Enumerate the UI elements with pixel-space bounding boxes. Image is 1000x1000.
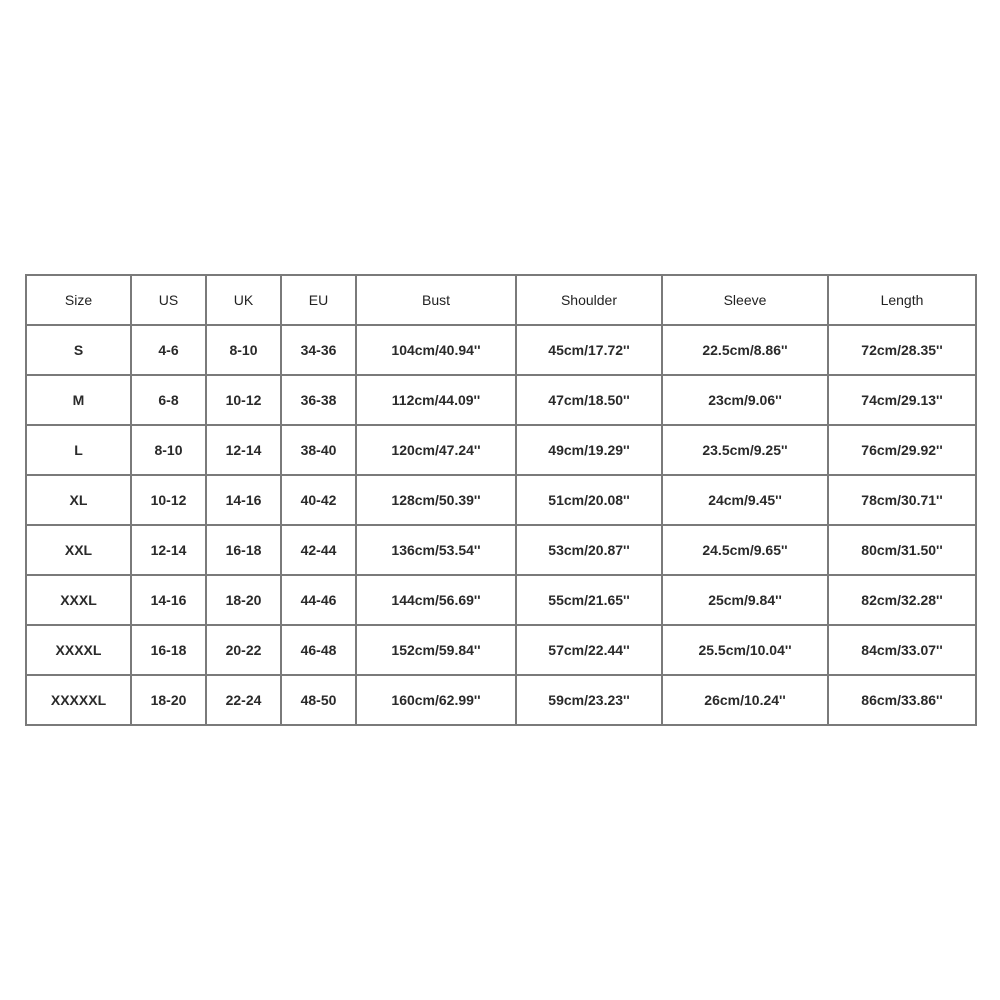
cell-sleeve: 22.5cm/8.86'' xyxy=(662,325,828,375)
table-row xyxy=(26,625,976,675)
table-row xyxy=(26,475,976,525)
cell-sleeve: 25.5cm/10.04'' xyxy=(662,625,828,675)
cell-length: 86cm/33.86'' xyxy=(828,675,976,725)
cell-uk: 12-14 xyxy=(206,425,281,475)
cell-us: 18-20 xyxy=(131,675,206,725)
cell-uk: 8-10 xyxy=(206,325,281,375)
cell-size: S xyxy=(26,325,131,375)
cell-size: XXXL xyxy=(26,575,131,625)
cell-length: 84cm/33.07'' xyxy=(828,625,976,675)
cell-sleeve: 25cm/9.84'' xyxy=(662,575,828,625)
cell-shoulder: 55cm/21.65'' xyxy=(516,575,662,625)
column-header-eu: EU xyxy=(281,275,356,325)
table-row xyxy=(26,425,976,475)
cell-uk: 22-24 xyxy=(206,675,281,725)
cell-sleeve: 23.5cm/9.25'' xyxy=(662,425,828,475)
cell-eu: 40-42 xyxy=(281,475,356,525)
cell-length: 78cm/30.71'' xyxy=(828,475,976,525)
column-header-sleeve: Sleeve xyxy=(662,275,828,325)
column-header-size: Size xyxy=(26,275,131,325)
cell-us: 6-8 xyxy=(131,375,206,425)
cell-eu: 44-46 xyxy=(281,575,356,625)
column-header-shoulder: Shoulder xyxy=(516,275,662,325)
cell-uk: 16-18 xyxy=(206,525,281,575)
cell-shoulder: 53cm/20.87'' xyxy=(516,525,662,575)
cell-sleeve: 23cm/9.06'' xyxy=(662,375,828,425)
cell-us: 4-6 xyxy=(131,325,206,375)
cell-size: XXXXXL xyxy=(26,675,131,725)
table-row xyxy=(26,375,976,425)
table-row xyxy=(26,525,976,575)
cell-length: 72cm/28.35'' xyxy=(828,325,976,375)
cell-length: 82cm/32.28'' xyxy=(828,575,976,625)
cell-uk: 20-22 xyxy=(206,625,281,675)
cell-eu: 38-40 xyxy=(281,425,356,475)
cell-uk: 10-12 xyxy=(206,375,281,425)
cell-size: M xyxy=(26,375,131,425)
column-header-length: Length xyxy=(828,275,976,325)
cell-us: 8-10 xyxy=(131,425,206,475)
cell-bust: 144cm/56.69'' xyxy=(356,575,516,625)
cell-shoulder: 57cm/22.44'' xyxy=(516,625,662,675)
cell-shoulder: 49cm/19.29'' xyxy=(516,425,662,475)
cell-bust: 104cm/40.94'' xyxy=(356,325,516,375)
cell-eu: 36-38 xyxy=(281,375,356,425)
cell-sleeve: 26cm/10.24'' xyxy=(662,675,828,725)
cell-sleeve: 24.5cm/9.65'' xyxy=(662,525,828,575)
size-chart-container xyxy=(25,274,975,726)
cell-us: 14-16 xyxy=(131,575,206,625)
table-row xyxy=(26,325,976,375)
cell-us: 10-12 xyxy=(131,475,206,525)
cell-bust: 136cm/53.54'' xyxy=(356,525,516,575)
column-header-bust: Bust xyxy=(356,275,516,325)
cell-us: 12-14 xyxy=(131,525,206,575)
cell-size: L xyxy=(26,425,131,475)
cell-uk: 14-16 xyxy=(206,475,281,525)
cell-size: XXXXL xyxy=(26,625,131,675)
cell-size: XXL xyxy=(26,525,131,575)
cell-length: 76cm/29.92'' xyxy=(828,425,976,475)
cell-sleeve: 24cm/9.45'' xyxy=(662,475,828,525)
cell-length: 74cm/29.13'' xyxy=(828,375,976,425)
header-row xyxy=(26,275,976,325)
size-chart-table xyxy=(25,274,977,726)
cell-us: 16-18 xyxy=(131,625,206,675)
cell-eu: 34-36 xyxy=(281,325,356,375)
cell-bust: 128cm/50.39'' xyxy=(356,475,516,525)
cell-bust: 152cm/59.84'' xyxy=(356,625,516,675)
table-row xyxy=(26,675,976,725)
cell-bust: 160cm/62.99'' xyxy=(356,675,516,725)
cell-size: XL xyxy=(26,475,131,525)
cell-length: 80cm/31.50'' xyxy=(828,525,976,575)
cell-eu: 46-48 xyxy=(281,625,356,675)
cell-eu: 42-44 xyxy=(281,525,356,575)
cell-bust: 112cm/44.09'' xyxy=(356,375,516,425)
column-header-uk: UK xyxy=(206,275,281,325)
cell-shoulder: 47cm/18.50'' xyxy=(516,375,662,425)
table-row xyxy=(26,575,976,625)
cell-shoulder: 59cm/23.23'' xyxy=(516,675,662,725)
column-header-us: US xyxy=(131,275,206,325)
cell-shoulder: 51cm/20.08'' xyxy=(516,475,662,525)
cell-eu: 48-50 xyxy=(281,675,356,725)
cell-shoulder: 45cm/17.72'' xyxy=(516,325,662,375)
cell-bust: 120cm/47.24'' xyxy=(356,425,516,475)
cell-uk: 18-20 xyxy=(206,575,281,625)
